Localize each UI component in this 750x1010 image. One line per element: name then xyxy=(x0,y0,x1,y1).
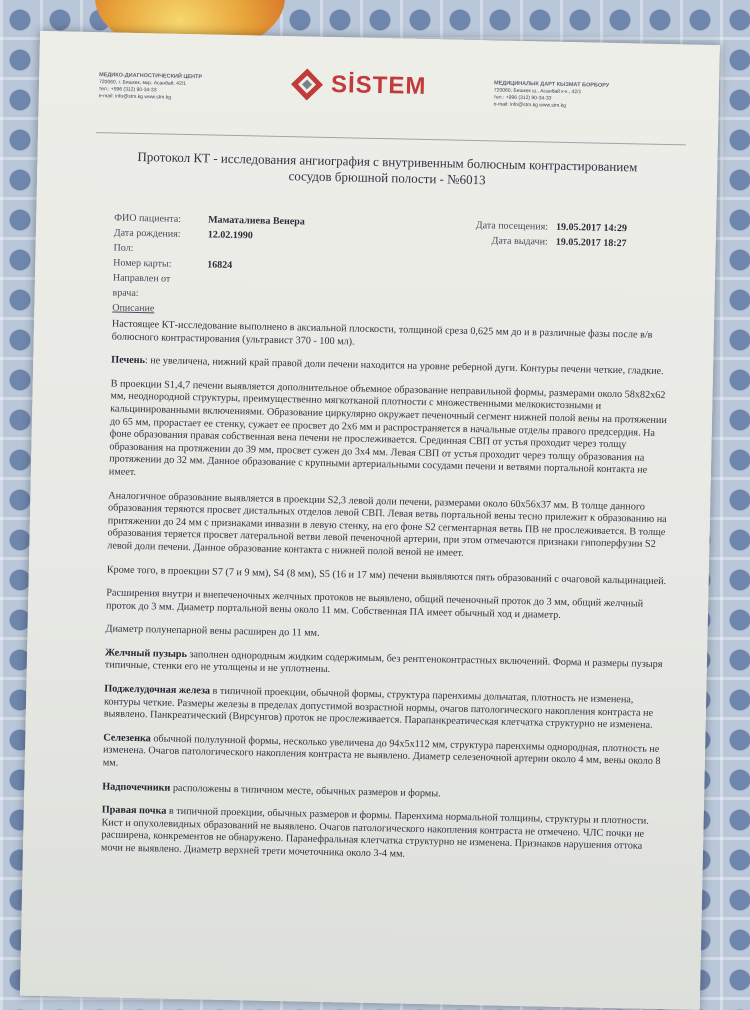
organ-heading: Поджелудочная железа xyxy=(104,683,211,697)
report-paragraph xyxy=(111,355,671,379)
report-paragraph xyxy=(103,732,664,782)
card-label: Номер карты: xyxy=(113,257,172,270)
paragraph-text: Расширения внутри и внепеченочных желчных протоков не выявлено, общий печеночный проток до 3 мм, общий желчный проток до 3 мм. Диаметр портальной вены около 11 мм. Собственная ПА имеет обычный ход и диаметр. xyxy=(105,587,644,621)
letterhead-right xyxy=(494,80,655,111)
issue-date-value: 19.05.2017 18:27 xyxy=(555,236,627,250)
fio-label: ФИО пациента: xyxy=(114,212,182,225)
report-paragraph xyxy=(107,564,667,588)
document-title: Протокол КТ - исследования ангиография с внутривенным болюсным контрастированием сосудов брюшной полости - №6013 xyxy=(137,148,638,188)
center-address-ky: 720060, Бишкек ш., Асанбай к-к., 42/1 xyxy=(493,87,582,96)
logo-mark-icon xyxy=(289,66,326,103)
paragraph-text: Аналогичное образование выявляется в проекции S2,3 левой доли печени, размерами около 60х56х37 мм. В толще данного образования теряются просвет дистальных отделов левой СВП. Левая ветвь портальной вены тесно прилежит к образованию на притяжении до 24 мм с признаками инвазии в левую стенку, на его фоне S2 сегментарная ветвь ПВ не прослеживается. В толще образования теряется просвет латеральной ветви левой печеночной артерии, при этом отмечаются признаки гипоперфузии S2 левой доли печени. Данное образование контакта с нижней полой веной не имеет. xyxy=(107,489,667,559)
report-paper xyxy=(20,31,720,1010)
paragraph-text: в типичной проекции, обычной формы, структура паренхимы дольчатая, плотность не изменена, контуры четкие. Размеры железы в пределах допустимой возрастной нормы, очагов патологического накопления контраста не выявлено. Панкреатический (Вирсунгов) проток не прослеживается. Парапанкреатическая клетчатка структурно не изменена. xyxy=(103,685,654,732)
letterhead-left xyxy=(99,72,240,103)
referred-label: Направлен от xyxy=(112,272,171,285)
logo-text: SİSTEM xyxy=(330,70,427,100)
paragraph-text: в типичной проекции, обычных размеров и формы. Паренхима нормальной толщины, структуры и плотности. Кист и опухолевидных образований не выявлено. Очагов патологического накопления контраста не отмечено. ЧЛС почки не расширена, конкрементов не обнаружено. Паранефральная клетчатка структурно не изменена. Признаков нарушения оттока мочи не выявлено. Диаметр верхней трети мочеточника около 3-4 мм. xyxy=(100,805,649,860)
report-paragraph xyxy=(101,805,662,867)
sex-label: Пол: xyxy=(113,242,134,254)
dob-value: 12.02.1990 xyxy=(207,229,253,242)
report-paragraph xyxy=(104,683,665,733)
report-paragraph xyxy=(106,587,666,624)
center-phone-ru: тел.: +996 (312) 90-34-33 xyxy=(98,86,157,94)
report-paragraph xyxy=(107,490,668,565)
organ-heading: Печень xyxy=(111,354,146,367)
dob-label: Дата рождения: xyxy=(113,227,181,240)
report-body xyxy=(101,318,672,877)
report-paragraph xyxy=(105,647,665,684)
paragraph-text: В проекции S1,4,7 печени выявляется дополнительное объемное образование неправильной формы, размерами около 58х82х62 мм, неоднородной структуры, преимущественно мягкотканой плотности с множественными мелкокистозными и кальцинированными включениями. Образование циркулярно окружает печеночный сегмент нижней полой вены на протяжении до 65 мм, прорастает ее стенку, сужает ее просвет до 2х6 мм и распространяется в начальные отделы правого предсердия. На фоне образования правая собственная вена печени не прослеживается. Срединная СВП от устья проходит через толщу образования на протяжении до 39 мм, просвет сужен до 3х4 мм. Левая СВП от устья проходит через толщу образования на протяжении до 32 мм. Данное образование с крупными артериальными сосудами печени и ветвями портальной контакта не имеет. xyxy=(108,378,667,478)
organ-heading: Селезенка xyxy=(103,732,151,745)
center-name-ru: МЕДИКО-ДИАГНОСТИЧЕСКИЙ ЦЕНТР xyxy=(99,72,203,81)
paragraph-text: заполнен однородным жидким содержимым, без рентгеноконтрастных включений. Форма и размеры пузыря типичные, стенки его не утолщены и не уплотнены. xyxy=(104,648,663,676)
report-paragraph xyxy=(109,378,671,490)
center-name-ky: МЕДИЦИНАЛЫК ДАРТ КЫЗМАТ БОРБОРУ xyxy=(494,80,610,89)
paragraph-text: Диаметр полунепарной вены расширен до 11 мм. xyxy=(105,623,320,640)
center-phone-ky: тел.: +996 (312) 90-34-33 xyxy=(493,94,552,102)
patient-info xyxy=(112,210,674,327)
visit-date-label: Дата посещения: xyxy=(475,220,549,233)
organ-heading: Надпочечники xyxy=(102,780,171,794)
report-paragraph xyxy=(105,624,665,648)
center-address-ru: 720060, г. Бишкек, мкр. Асанбай, 42/1 xyxy=(98,79,186,87)
report-paragraph xyxy=(102,781,662,805)
organ-heading: Желчный пузырь xyxy=(104,647,188,660)
issue-date-label: Дата выдачи: xyxy=(491,235,548,248)
paragraph-text: обычной полулунной формы, несколько увеличена до 94х5х112 мм, структура паренхимы однородная, плотность не изменена. Очагов патологического накопления контраста не выявлено. Диаметр селезеночной артерии около 4 мм, вены около 8 мм. xyxy=(102,733,661,769)
card-value: 16824 xyxy=(207,259,233,271)
center-email-ru: e-mail: info@stm.kg www.stm.kg xyxy=(98,93,172,101)
visit-date-value: 19.05.2017 14:29 xyxy=(555,221,628,235)
organ-heading: Правая почка xyxy=(101,804,167,817)
paragraph-text: Настоящее КТ-исследование выполнено в аксиальной плоскости, толщиной среза 0,625 мм до и в различные фазы после в/в болюсного контрастирования (ультравист 370 - 100 мл). xyxy=(111,318,653,348)
paragraph-text: Кроме того, в проекции S7 (7 и 9 мм), S4 (8 мм), S5 (16 и 17 мм) печени выявляются пять образований с очаговой кальцинацией. xyxy=(106,563,667,587)
paragraph-text: расположены в типичном месте, обычных размеров и формы. xyxy=(170,782,441,800)
paragraph-text: : не увеличена, нижний край правой доли печени находится на уровне реберной дуги. Контуры печени четкие, гладкие. xyxy=(144,355,664,378)
description-heading: Описание xyxy=(112,302,155,315)
sistem-logo xyxy=(289,66,427,105)
doctor-label: врача: xyxy=(112,287,139,299)
fio-value: Маматалиева Венера xyxy=(208,214,305,228)
center-email-ky: e-mail: info@stm.kg www.stm.kg xyxy=(493,101,566,109)
